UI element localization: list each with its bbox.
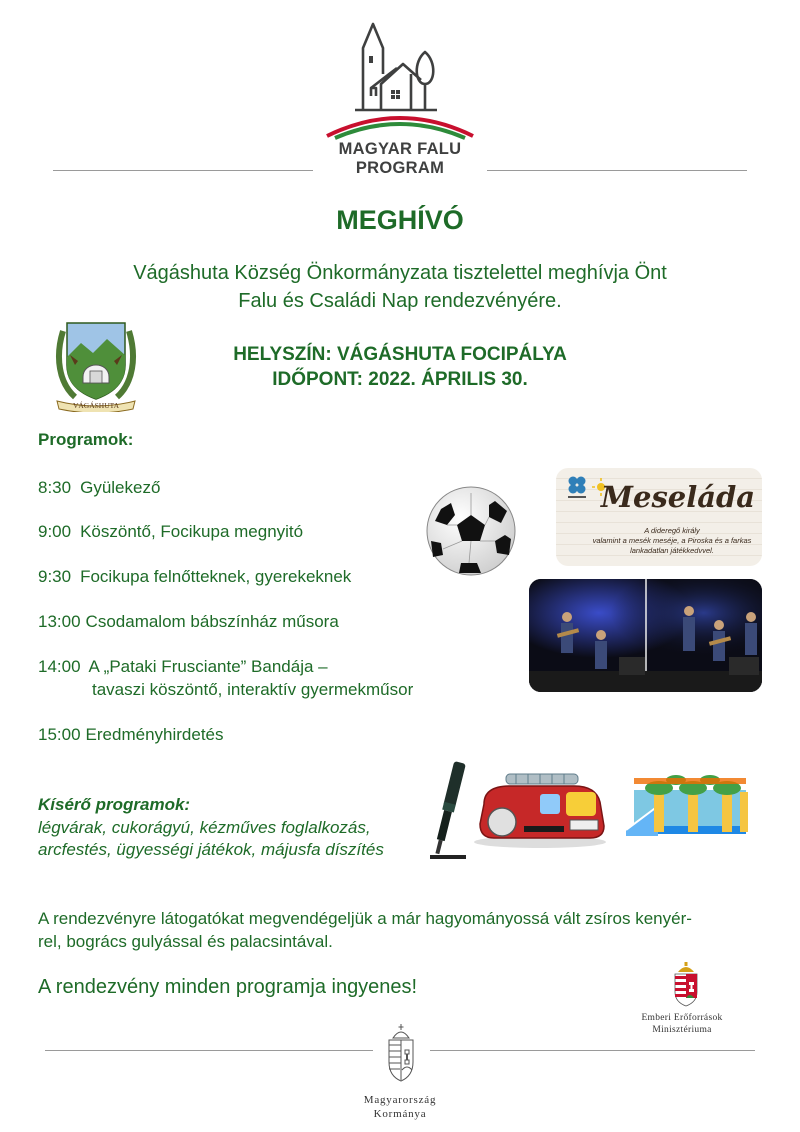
ministry-name bbox=[612, 1012, 752, 1036]
crest-label: VÁGÁSHUTA bbox=[72, 401, 120, 410]
top-rule-left bbox=[53, 170, 313, 171]
venue-date: IDŐPONT: 2022. ÁPRILIS 30. bbox=[272, 369, 528, 390]
program-label: Csodamalom bábszínház műsora bbox=[85, 612, 339, 631]
program-time: 13:00 bbox=[38, 612, 81, 631]
meselada-title: Meseláda bbox=[600, 480, 756, 514]
program-time: 14:00 bbox=[38, 657, 81, 676]
clover-icon bbox=[560, 472, 594, 502]
ministry-line-2: Minisztériuma bbox=[652, 1025, 712, 1035]
side-programs-heading: Kísérő programok: bbox=[38, 795, 191, 814]
program-item bbox=[38, 478, 160, 498]
venue-location: HELYSZÍN: VÁGÁSHUTA FOCIPÁLYA bbox=[233, 344, 567, 365]
intro-line-2: Falu és Családi Nap rendezvényére. bbox=[238, 290, 562, 312]
top-rule-right bbox=[487, 170, 747, 171]
meselada-tagline-3: lankadatlan játékkedvvel. bbox=[630, 546, 714, 555]
program-label: Gyülekező bbox=[80, 478, 161, 497]
program-time: 15:00 bbox=[38, 725, 81, 744]
magyar-falu-logo bbox=[325, 18, 475, 140]
closing-line-2: rel, bogrács gulyással és palacsintával. bbox=[38, 932, 333, 951]
intro-line-1: Vágáshuta Község Önkormányzata tisztelettel meghívja Önt bbox=[133, 262, 667, 284]
programs-heading: Programok: bbox=[38, 430, 134, 449]
logo-title bbox=[300, 140, 500, 178]
government-name bbox=[320, 1093, 480, 1121]
side-programs-line-1: légvárak, cukorágyú, kézműves foglalkozás, bbox=[38, 818, 371, 837]
government-line-2: Kormánya bbox=[373, 1108, 427, 1120]
meselada-tagline-1: A dideregő király bbox=[644, 526, 700, 535]
program-label: Eredményhirdetés bbox=[85, 725, 224, 744]
meselada-tagline-2: valamint a mesék meséje, a Piroska és a farkas bbox=[592, 536, 752, 545]
page-title: MEGHÍVÓ bbox=[336, 205, 464, 235]
program-item bbox=[38, 657, 328, 677]
closing-line-1: A rendezvényre látogatókat megvendégeljük a már hagyományossá vált zsíros kenyér- bbox=[38, 909, 692, 928]
government-line-1: Magyarország bbox=[363, 1094, 437, 1106]
soccer-ball-icon bbox=[425, 485, 517, 577]
program-label: Köszöntő, Focikupa megnyitó bbox=[80, 522, 304, 541]
band-photo-image bbox=[529, 579, 762, 692]
program-item bbox=[38, 725, 224, 745]
bottom-rule-right bbox=[430, 1050, 755, 1051]
program-time: 9:00 bbox=[38, 522, 72, 541]
program-item-continued: tavaszi köszöntő, interaktív gyermekműsor bbox=[92, 680, 414, 699]
bottom-rule-left bbox=[45, 1050, 373, 1051]
candy-cannon-icon bbox=[420, 757, 476, 865]
program-time: 9:30 bbox=[38, 567, 72, 586]
ministry-coat-of-arms-icon bbox=[672, 962, 700, 1008]
program-item bbox=[38, 567, 351, 587]
meselada-card bbox=[556, 468, 762, 566]
ministry-line-1: Emberi Erőforrások bbox=[641, 1013, 723, 1023]
program-time: 8:30 bbox=[38, 478, 72, 497]
tropical-bouncy-castle-icon bbox=[624, 770, 754, 840]
band-photo bbox=[529, 579, 762, 692]
meselada-tagline bbox=[584, 526, 760, 556]
program-item bbox=[38, 522, 303, 542]
free-note: A rendezvény minden programja ingyenes! bbox=[38, 976, 418, 998]
logo-line-1: MAGYAR FALU bbox=[338, 140, 462, 158]
logo-line-2: PROGRAM bbox=[355, 159, 445, 177]
side-programs-line-2: arcfestés, ügyességi játékok, májusfa díszítés bbox=[38, 840, 384, 859]
government-coat-of-arms-icon bbox=[386, 1024, 416, 1084]
program-label: A „Pataki Frusciante” Bandája – bbox=[88, 657, 328, 676]
fire-truck-bouncy-castle-icon bbox=[470, 762, 612, 850]
program-item bbox=[38, 612, 339, 632]
program-label: Focikupa felnőtteknek, gyerekeknek bbox=[80, 567, 352, 586]
